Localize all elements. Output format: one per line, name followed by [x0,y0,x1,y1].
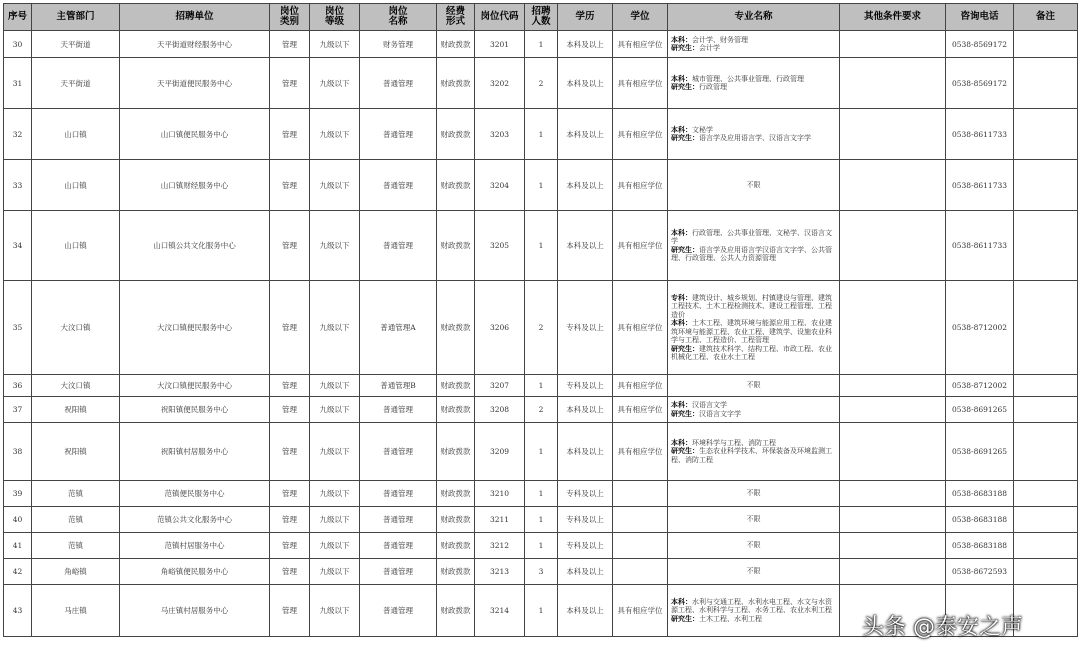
funding-cell: 财政拨款 [437,507,475,533]
count-cell: 3 [525,559,558,585]
education-cell: 本科及以上 [558,397,613,423]
category-cell: 管理 [270,160,310,211]
phone-cell: 0538-8683188 [946,533,1014,559]
major-label: 研究生： [671,409,699,418]
major-line [671,447,836,464]
major-line [671,401,836,410]
row-number: 34 [4,211,32,281]
code-cell: 3214 [475,585,525,637]
unit-cell: 祝阳镇便民服务中心 [120,397,270,423]
position-cell: 普通管理 [360,160,437,211]
other-cell [840,160,946,211]
major-line [671,36,836,45]
column-header: 招聘单位 [120,4,270,31]
count-cell: 1 [525,211,558,281]
major-text: 城市管理、公共事业管理、行政管理 [692,74,804,83]
major-text: 土木工程、水利工程 [699,614,762,623]
major-text: 建筑技术科学、结构工程、市政工程、农业机械化工程、农业水土工程 [671,344,832,361]
major-text: 建筑设计、城乡规划、村镇建设与管理、建筑工程技术、土木工程检测技术、建设工程管理、工程造价 [671,293,832,319]
position-cell: 普通管理B [360,375,437,397]
phone-cell: 0538-8683188 [946,507,1014,533]
note-cell [1014,160,1078,211]
phone-cell: 0538-8672593 [946,559,1014,585]
phone-cell: 0538-8683188 [946,481,1014,507]
count-cell: 1 [525,585,558,637]
note-cell [1014,375,1078,397]
funding-cell: 财政拨款 [437,281,475,375]
count-cell: 1 [525,423,558,481]
count-cell: 1 [525,507,558,533]
major-text: 行政管理、公共事业管理、文秘学、汉语言文学 [671,228,832,245]
row-number: 42 [4,559,32,585]
unit-cell: 大汶口镇便民服务中心 [120,281,270,375]
unit-cell: 山口镇公共文化服务中心 [120,211,270,281]
note-cell [1014,507,1078,533]
row-number: 30 [4,31,32,58]
major-label: 研究生： [671,44,699,52]
unit-cell: 天平街道财经服务中心 [120,31,270,58]
column-header: 经费 形式 [437,4,475,31]
category-cell: 管理 [270,281,310,375]
row-number: 31 [4,58,32,109]
column-header: 岗位 等级 [310,4,360,31]
degree-cell: 具有相应学位 [613,375,668,397]
table-row [4,397,1078,423]
funding-cell: 财政拨款 [437,160,475,211]
funding-cell: 财政拨款 [437,31,475,58]
count-cell: 1 [525,533,558,559]
education-cell: 专科及以上 [558,533,613,559]
level-cell: 九级以下 [310,211,360,281]
education-cell: 本科及以上 [558,211,613,281]
note-cell [1014,585,1078,637]
level-cell: 九级以下 [310,58,360,109]
degree-cell: 具有相应学位 [613,423,668,481]
other-cell [840,58,946,109]
column-header: 岗位 名称 [360,4,437,31]
column-header: 招聘 人数 [525,4,558,31]
row-number: 33 [4,160,32,211]
major-cell [668,507,840,533]
major-cell [668,481,840,507]
row-number: 32 [4,109,32,160]
education-cell: 本科及以上 [558,423,613,481]
count-cell: 1 [525,109,558,160]
education-cell: 专科及以上 [558,281,613,375]
category-cell: 管理 [270,481,310,507]
unit-cell: 范镇公共文化服务中心 [120,507,270,533]
degree-cell: 具有相应学位 [613,585,668,637]
position-cell: 财务管理 [360,31,437,58]
code-cell: 3213 [475,559,525,585]
phone-cell: 0538-8712002 [946,281,1014,375]
row-number: 39 [4,481,32,507]
major-text: 汉语言文字学 [699,409,741,418]
phone-cell: 0538-8611733 [946,109,1014,160]
funding-cell: 财政拨款 [437,375,475,397]
table-header-row [4,4,1078,31]
major-label: 本科： [671,35,692,44]
major-text: 不限 [746,489,761,498]
major-text: 不限 [746,381,761,390]
major-line [671,410,836,419]
major-text: 不限 [746,567,761,576]
major-cell [668,160,840,211]
major-label: 本科： [671,319,692,327]
note-cell [1014,397,1078,423]
major-label: 本科： [671,401,692,409]
major-line [671,75,836,84]
row-number: 37 [4,397,32,423]
position-cell: 普通管理 [360,109,437,160]
major-text: 会计学 [699,44,720,52]
column-header: 备注 [1014,4,1078,31]
note-cell [1014,58,1078,109]
other-cell [840,109,946,160]
note-cell [1014,423,1078,481]
unit-cell: 山口镇便民服务中心 [120,109,270,160]
major-cell [668,559,840,585]
funding-cell: 财政拨款 [437,397,475,423]
major-cell [668,211,840,281]
row-number: 35 [4,281,32,375]
unit-cell: 大汶口镇便民服务中心 [120,375,270,397]
major-cell [668,397,840,423]
position-cell: 普通管理 [360,559,437,585]
major-line [671,615,836,624]
column-header: 序号 [4,4,32,31]
major-cell [668,533,840,559]
major-text: 生态农业科学技术、环保装备及环境监测工程、消防工程 [671,447,832,464]
major-line [671,598,836,615]
category-cell: 管理 [270,397,310,423]
code-cell: 3207 [475,375,525,397]
dept-cell: 天平街道 [32,58,120,109]
level-cell: 九级以下 [310,31,360,58]
category-cell: 管理 [270,375,310,397]
level-cell: 九级以下 [310,109,360,160]
code-cell: 3208 [475,397,525,423]
dept-cell: 祝阳镇 [32,397,120,423]
major-label: 研究生： [671,447,699,456]
count-cell: 1 [525,160,558,211]
code-cell: 3209 [475,423,525,481]
dept-cell: 角峪镇 [32,559,120,585]
dept-cell: 山口镇 [32,211,120,281]
row-number: 43 [4,585,32,637]
position-cell: 普通管理 [360,423,437,481]
dept-cell: 大汶口镇 [32,375,120,397]
other-cell [840,559,946,585]
table-row [4,423,1078,481]
education-cell: 专科及以上 [558,481,613,507]
category-cell: 管理 [270,507,310,533]
row-number: 38 [4,423,32,481]
code-cell: 3206 [475,281,525,375]
dept-cell: 范镇 [32,533,120,559]
note-cell [1014,281,1078,375]
table-row [4,109,1078,160]
note-cell [1014,559,1078,585]
level-cell: 九级以下 [310,507,360,533]
major-label: 研究生： [671,134,699,142]
column-header: 专业名称 [668,4,840,31]
category-cell: 管理 [270,585,310,637]
position-cell: 普通管理 [360,481,437,507]
major-label: 本科： [671,597,692,606]
major-label: 本科： [671,438,692,447]
funding-cell: 财政拨款 [437,109,475,160]
major-label: 本科： [671,228,692,237]
major-line [671,319,836,345]
major-label: 本科： [671,74,692,83]
column-header: 岗位代码 [475,4,525,31]
degree-cell: 具有相应学位 [613,281,668,375]
phone-cell: 0538-8691265 [946,397,1014,423]
education-cell: 本科及以上 [558,31,613,58]
education-cell: 专科及以上 [558,507,613,533]
table-row [4,58,1078,109]
phone-cell: 0538-8712002 [946,375,1014,397]
level-cell: 九级以下 [310,397,360,423]
position-cell: 普通管理A [360,281,437,375]
count-cell: 1 [525,481,558,507]
position-cell: 普通管理 [360,533,437,559]
table-body [4,31,1078,637]
major-text: 不限 [746,515,761,524]
phone-cell: 0538-8691265 [946,423,1014,481]
unit-cell: 天平街道便民服务中心 [120,58,270,109]
note-cell [1014,533,1078,559]
code-cell: 3201 [475,31,525,58]
major-text: 汉语言文学 [692,401,727,409]
code-cell: 3203 [475,109,525,160]
major-text: 土木工程、建筑环境与能源应用工程、农业建筑环境与能源工程、农业工程、建筑学、设施农业科学与工程、工程造价、工程管理 [671,319,832,344]
position-cell: 普通管理 [360,507,437,533]
count-cell: 2 [525,397,558,423]
dept-cell: 山口镇 [32,160,120,211]
phone-cell: 0538-8569172 [946,58,1014,109]
level-cell: 九级以下 [310,481,360,507]
count-cell: 2 [525,58,558,109]
table-row [4,481,1078,507]
other-cell [840,533,946,559]
dept-cell: 祝阳镇 [32,423,120,481]
funding-cell: 财政拨款 [437,481,475,507]
table-row [4,375,1078,397]
other-cell [840,281,946,375]
position-cell: 普通管理 [360,585,437,637]
major-line [671,229,836,246]
funding-cell: 财政拨款 [437,211,475,281]
major-line [671,44,836,53]
other-cell [840,481,946,507]
other-cell [840,507,946,533]
column-header: 主管部门 [32,4,120,31]
major-line [671,294,836,320]
education-cell: 本科及以上 [558,559,613,585]
column-header: 学位 [613,4,668,31]
category-cell: 管理 [270,58,310,109]
major-label: 研究生： [671,614,699,623]
degree-cell: 具有相应学位 [613,58,668,109]
unit-cell: 山口镇财经服务中心 [120,160,270,211]
note-cell [1014,109,1078,160]
major-line [671,134,836,143]
code-cell: 3202 [475,58,525,109]
dept-cell: 马庄镇 [32,585,120,637]
degree-cell: 具有相应学位 [613,31,668,58]
category-cell: 管理 [270,559,310,585]
count-cell: 1 [525,31,558,58]
major-cell [668,31,840,58]
unit-cell: 角峪镇便民服务中心 [120,559,270,585]
level-cell: 九级以下 [310,533,360,559]
phone-cell: 0538-8611733 [946,211,1014,281]
code-cell: 3212 [475,533,525,559]
other-cell [840,397,946,423]
major-text: 环境科学与工程、消防工程 [692,438,776,447]
table-row [4,507,1078,533]
level-cell: 九级以下 [310,559,360,585]
major-text: 语言学及应用语言学汉语言文字学、公共管理、行政管理、公共人力资源管理 [671,245,832,262]
major-line [671,246,836,263]
funding-cell: 财政拨款 [437,423,475,481]
count-cell: 2 [525,281,558,375]
major-cell [668,423,840,481]
dept-cell: 范镇 [32,507,120,533]
unit-cell: 范镇便民服务中心 [120,481,270,507]
other-cell [840,31,946,58]
major-text: 不限 [746,541,761,550]
note-cell [1014,481,1078,507]
level-cell: 九级以下 [310,585,360,637]
degree-cell: 具有相应学位 [613,211,668,281]
category-cell: 管理 [270,423,310,481]
column-header: 其他条件要求 [840,4,946,31]
count-cell: 1 [525,375,558,397]
degree-cell: 具有相应学位 [613,109,668,160]
phone-cell: 0538-8611733 [946,160,1014,211]
other-cell [840,423,946,481]
funding-cell: 财政拨款 [437,585,475,637]
education-cell: 专科及以上 [558,375,613,397]
education-cell: 本科及以上 [558,160,613,211]
position-cell: 普通管理 [360,211,437,281]
major-text: 不限 [746,180,761,189]
funding-cell: 财政拨款 [437,559,475,585]
major-cell [668,109,840,160]
major-line [671,126,836,135]
level-cell: 九级以下 [310,423,360,481]
note-cell [1014,31,1078,58]
category-cell: 管理 [270,211,310,281]
degree-cell: 具有相应学位 [613,160,668,211]
table-row [4,160,1078,211]
table-row [4,211,1078,281]
major-label: 研究生： [671,83,699,91]
row-number: 36 [4,375,32,397]
unit-cell: 范镇村居服务中心 [120,533,270,559]
major-text: 文秘学 [692,125,713,134]
category-cell: 管理 [270,31,310,58]
major-text: 行政管理 [699,83,727,91]
dept-cell: 范镇 [32,481,120,507]
major-cell [668,58,840,109]
major-text: 会计学、财务管理 [692,35,748,44]
category-cell: 管理 [270,533,310,559]
column-header: 岗位 类别 [270,4,310,31]
code-cell: 3211 [475,507,525,533]
watermark: 头条 @泰安之声 [862,615,1023,640]
column-header: 咨询电话 [946,4,1014,31]
category-cell: 管理 [270,109,310,160]
row-number: 40 [4,507,32,533]
major-line [671,83,836,92]
position-cell: 普通管理 [360,397,437,423]
level-cell: 九级以下 [310,281,360,375]
funding-cell: 财政拨款 [437,533,475,559]
note-cell [1014,211,1078,281]
dept-cell: 大汶口镇 [32,281,120,375]
other-cell [840,375,946,397]
unit-cell: 马庄镇村居服务中心 [120,585,270,637]
table-row [4,281,1078,375]
funding-cell: 财政拨款 [437,58,475,109]
major-line [671,439,836,448]
degree-cell [613,559,668,585]
major-label: 研究生： [671,245,699,254]
table-row [4,31,1078,58]
dept-cell: 天平街道 [32,31,120,58]
level-cell: 九级以下 [310,160,360,211]
education-cell: 本科及以上 [558,109,613,160]
unit-cell: 祝阳镇村居服务中心 [120,423,270,481]
table-row [4,533,1078,559]
phone-cell: 0538-8569172 [946,31,1014,58]
degree-cell [613,533,668,559]
degree-cell [613,481,668,507]
other-cell [840,211,946,281]
level-cell: 九级以下 [310,375,360,397]
degree-cell: 具有相应学位 [613,397,668,423]
row-number: 41 [4,533,32,559]
column-header: 学历 [558,4,613,31]
degree-cell [613,507,668,533]
major-cell [668,375,840,397]
major-label: 本科： [671,125,692,134]
recruitment-table [3,3,1078,637]
code-cell: 3204 [475,160,525,211]
education-cell: 本科及以上 [558,585,613,637]
major-label: 研究生： [671,344,699,353]
major-label: 专科： [671,293,692,302]
major-cell [668,585,840,637]
dept-cell: 山口镇 [32,109,120,160]
major-cell [668,281,840,375]
table-row [4,559,1078,585]
code-cell: 3205 [475,211,525,281]
major-line [671,345,836,362]
major-text: 水利与交通工程、水利水电工程、水文与水资源工程、水利科学与工程、水务工程、农业水利工程 [671,597,832,615]
education-cell: 本科及以上 [558,58,613,109]
position-cell: 普通管理 [360,58,437,109]
major-text: 语言学及应用语言学、汉语言文字学 [699,134,811,142]
code-cell: 3210 [475,481,525,507]
